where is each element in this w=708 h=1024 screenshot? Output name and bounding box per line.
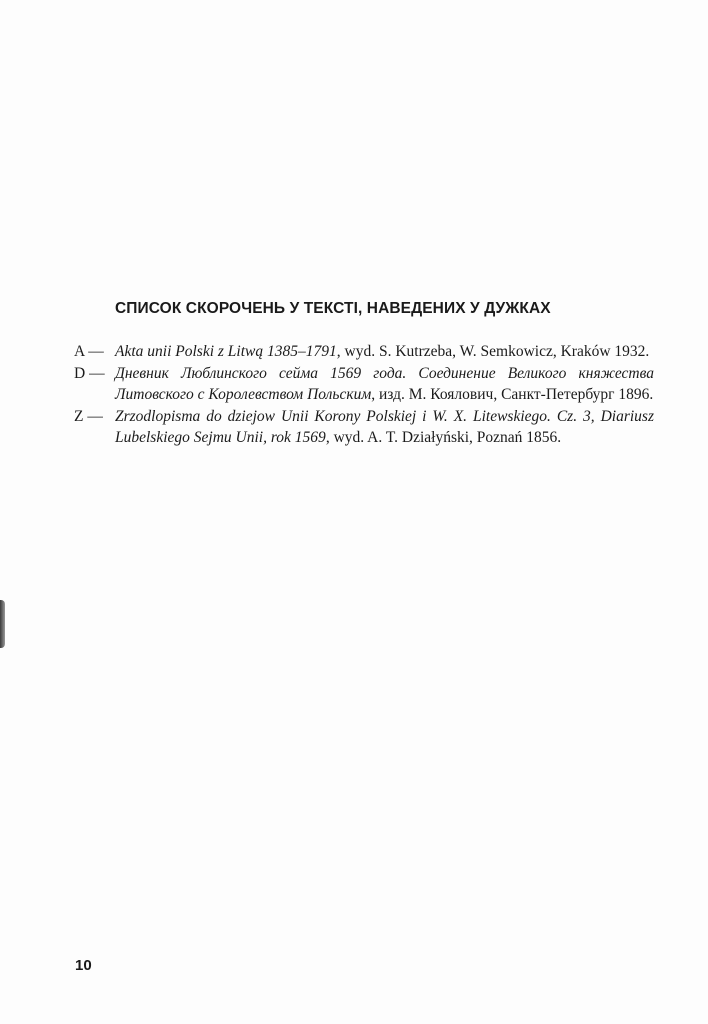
abbreviation-entry-z (74, 406, 654, 449)
abbreviation-entry-d (74, 363, 654, 406)
source-title: Akta unii Polski z Litwą 1385–1791 (115, 343, 337, 360)
abbreviation-key: D — (74, 364, 105, 382)
abbreviations-heading: СПИСОК СКОРОЧЕНЬ У ТЕКСТІ, НАВЕДЕНИХ У ДУЖКАХ (115, 300, 551, 317)
abbreviation-key: Z — (74, 407, 103, 425)
page-edge-shadow (0, 600, 5, 648)
source-title: Zrzodlopisma do dziejow Unii Korony Polskiej i W. X. Litewskiego. Cz. 3, Diariusz Lubelskiego Sejmu Unii, rok 1569 (115, 407, 654, 446)
source-details: , изд. М. Коялович, Санкт-Петербург 1896. (371, 386, 654, 403)
abbreviations-list (74, 341, 654, 449)
abbreviation-description (115, 363, 654, 406)
source-details: , wyd. A. T. Działyński, Poznań 1856. (325, 429, 562, 446)
page-number: 10 (75, 957, 92, 974)
abbreviation-key: A — (74, 343, 104, 360)
abbreviation-description (115, 406, 654, 449)
source-details: , wyd. S. Kutrzeba, W. Semkowicz, Kraków 1932. (336, 343, 650, 360)
source-title: Дневник Люблинского сейма 1569 года. Соединение Великого княжества Литовского с Королевством Польским (115, 364, 654, 403)
abbreviation-entry-a (74, 341, 654, 363)
abbreviation-description (115, 341, 654, 363)
